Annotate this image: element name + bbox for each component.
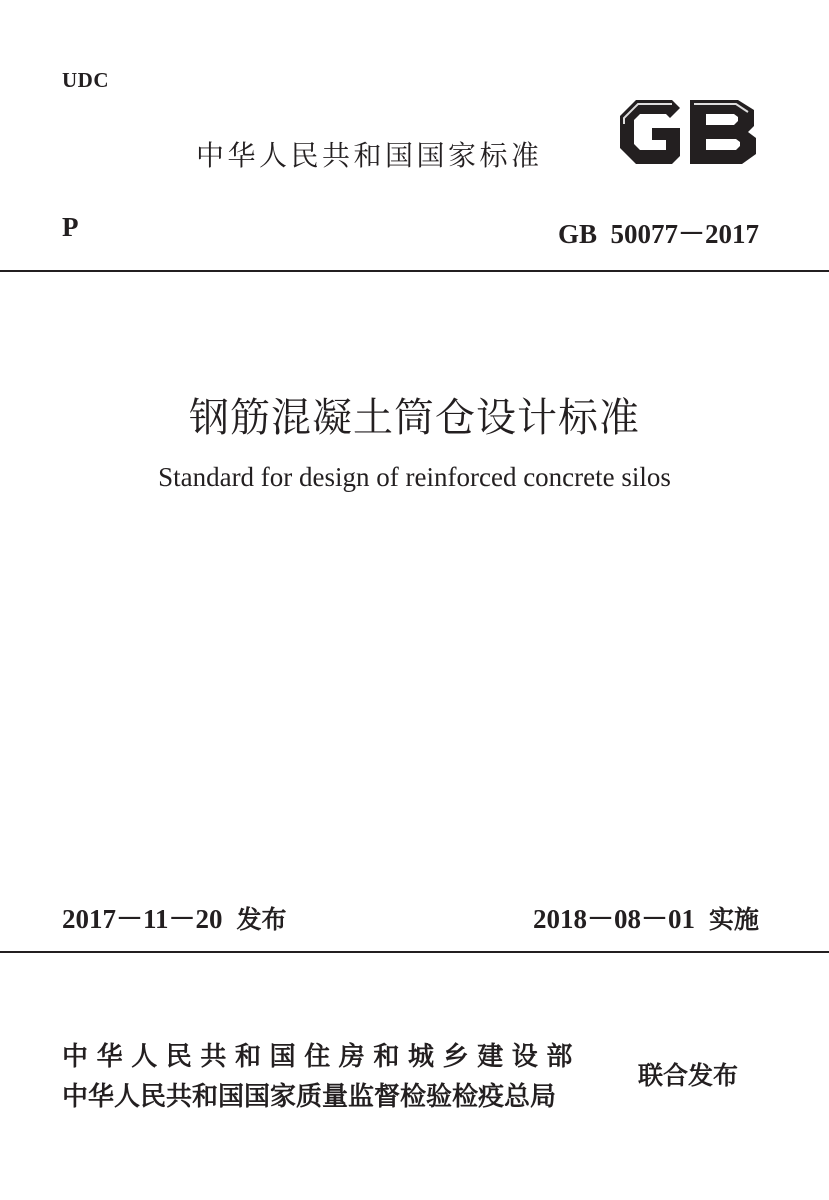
- category-code: P: [62, 212, 79, 242]
- issue-date-block: [62, 897, 287, 936]
- issue-date: 2017－11－20: [62, 904, 223, 934]
- joint-release-label: 联合发布: [638, 1061, 739, 1090]
- udc-label: UDC: [62, 68, 109, 92]
- bottom-divider: [0, 951, 829, 953]
- standard-number: GB 50077－2017: [557, 219, 759, 249]
- title-english: Standard for design of reinforced concrete silos: [158, 462, 671, 492]
- implementation-date: 2018－08－01: [532, 904, 695, 934]
- national-standard-heading: 中华人民共和国国家标准: [196, 139, 543, 172]
- implementation-label: 实施: [708, 905, 759, 934]
- top-divider: [0, 270, 829, 272]
- issue-label: 发布: [236, 905, 287, 934]
- gb-logo: [614, 94, 764, 170]
- title-chinese: 钢筋混凝土筒仓设计标准: [189, 395, 640, 441]
- implementation-date-block: [533, 897, 759, 936]
- issuer-aqsiq: 中华人民共和国国家质量监督检验检疫总局: [62, 1082, 557, 1112]
- issuer-ministry: 中华人民共和国住房和城乡建设部: [62, 1042, 582, 1072]
